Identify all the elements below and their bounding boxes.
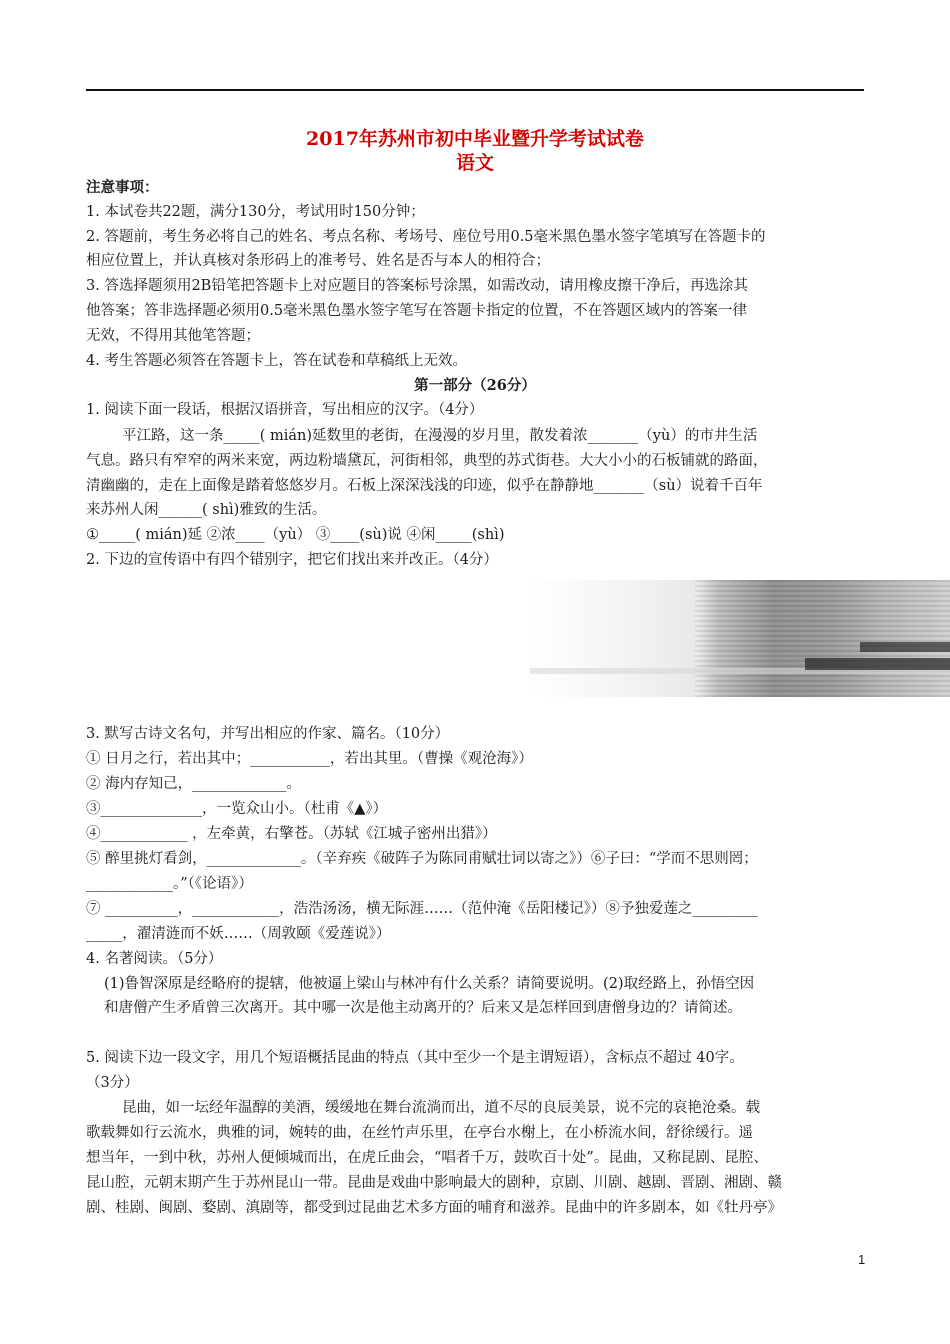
q5-paragraph-line: 昆山腔，元朝末期产生于苏州昆山一带。昆曲是戏曲中影响最大的剧种，京剧、川剧、越剧、晋剧、湘剧、赣 (86, 1175, 782, 1191)
exam-subject: 语文 (455, 152, 494, 174)
q3-line: _____，濯清涟而不妖……（周敦颐《爱莲说》） (86, 926, 391, 942)
q3-line: ① 日月之行，若出其中；___________，若出其里。（曹操《观沧海》） (86, 751, 533, 767)
q1-answer-blanks: ①_____( mián)延 ②浓____（yù） ③____(sù)说 ④闲_____(shì) (86, 527, 505, 543)
notes-line: 4. 考生答题必须答在答题卡上，答在试卷和草稿纸上无效。 (86, 353, 467, 369)
q1-paragraph-line: 平江路，这一条_____( mián)延数里的老街，在漫漫的岁月里，散发着浓_______（yù）的市井生活 (122, 428, 758, 444)
q4-line: 和唐僧产生矛盾曾三次离开。其中哪一次是他主动离开的？后来又是怎样回到唐僧身边的？请简述。 (104, 1000, 742, 1016)
section-title: 第一部分（26分） (414, 377, 536, 394)
notes-line: 1. 本试卷共22题，满分130分，考试用时150分钟； (86, 204, 425, 220)
q5-paragraph-line: 昆曲，如一坛经年温醇的美酒，缓缓地在舞台流淌而出，道不尽的良辰美景，说不完的哀艳沧桑。载 (122, 1100, 760, 1116)
exam-title: 2017年苏州市初中毕业暨升学考试试卷 (306, 128, 644, 150)
q2-slogan-image (530, 580, 950, 697)
q3-line: ⑦ __________，____________，浩浩汤汤，横无际涯……（范仲淹《岳阳楼记》）⑧予独爱莲之_________ (86, 901, 758, 917)
q5-paragraph-line: 想当年，一到中秋，苏州人便倾城而出，在虎丘曲会，“唱者千万，鼓吹百十处”。昆曲，又称昆剧、昆腔、 (86, 1150, 768, 1166)
header-rule (86, 89, 864, 91)
q2-prompt: 2. 下边的宣传语中有四个错别字，把它们找出来并改正。（4分） (86, 552, 498, 568)
q3-line: ② 海内存知己，_____________。 (86, 776, 301, 792)
q1-paragraph-line: 清幽幽的，走在上面像是踏着悠悠岁月。石板上深深浅浅的印迹，似乎在静静地_______（sù）说着千百年 (86, 478, 763, 494)
q5-prompt: 5. 阅读下边一段文字，用几个短语概括昆曲的特点（其中至少一个是主谓短语），含标点不超过 40字。 (86, 1050, 744, 1066)
q1-paragraph-line: 气息。路只有窄窄的两米来宽，两边粉墙黛瓦，河街相邻，典型的苏式街巷。大大小小的石板铺就的路面， (86, 453, 768, 469)
q5-paragraph-line: 歌载舞如行云流水，典雅的词，婉转的曲，在丝竹声乐里，在亭台水榭上，在小桥流水间，舒徐缓行。遥 (86, 1125, 753, 1141)
page-number: 1 (858, 1252, 866, 1267)
notes-line: 无效，不得用其他笔答题； (86, 328, 260, 344)
notes-line: 相应位置上，并认真核对条形码上的准考号、姓名是否与本人的相符合； (86, 253, 550, 269)
q5-score: （3分） (86, 1075, 139, 1091)
notes-line: 2. 答题前，考生务必将自己的姓名、考点名称、考场号、座位号用0.5毫米黑色墨水签字笔填写在答题卡的 (86, 229, 766, 245)
q3-line: ③______________，一览众山小。（杜甫《▲》） (86, 801, 388, 817)
q3-line: ⑤ 醉里挑灯看剑，_____________。（辛弃疾《破阵子为陈同甫赋壮词以寄之》）⑥子曰：“学而不思则罔； (86, 851, 758, 867)
q5-paragraph-line: 剧、桂剧、闽剧、婺剧、滇剧等，都受到过昆曲艺术多方面的哺育和滋养。昆曲中的许多剧本，如《牡丹亭》 (86, 1200, 782, 1216)
q3-prompt: 3. 默写古诗文名句，并写出相应的作家、篇名。（10分） (86, 726, 450, 742)
q4-line: (1)鲁智深原是经略府的提辖，他被逼上梁山与林冲有什么关系？请简要说明。(2)取经路上，孙悟空因 (104, 976, 755, 992)
q1-paragraph-line: 来苏州人闲______( shì)雅致的生活。 (86, 502, 327, 518)
q3-line: ____________。”（《论语》） (86, 876, 253, 892)
q3-line: ④____________ ，左牵黄，右擎苍。（苏轼《江城子密州出猎》） (86, 826, 497, 842)
q1-prompt: 1. 阅读下面一段话，根据汉语拼音，写出相应的汉字。（4分） (86, 402, 484, 418)
notes-heading: 注意事项： (86, 179, 159, 196)
notes-line: 他答案；答非选择题必须用0.5毫米黑色墨水签字笔写在答题卡指定的位置，不在答题区域内的答案一律 (86, 303, 748, 319)
q4-prompt: 4. 名著阅读。（5分） (86, 951, 223, 967)
notes-line: 3. 答选择题须用2B铅笔把答题卡上对应题目的答案标号涂黑，如需改动，请用橡皮擦干净后，再选涂其 (86, 278, 748, 294)
